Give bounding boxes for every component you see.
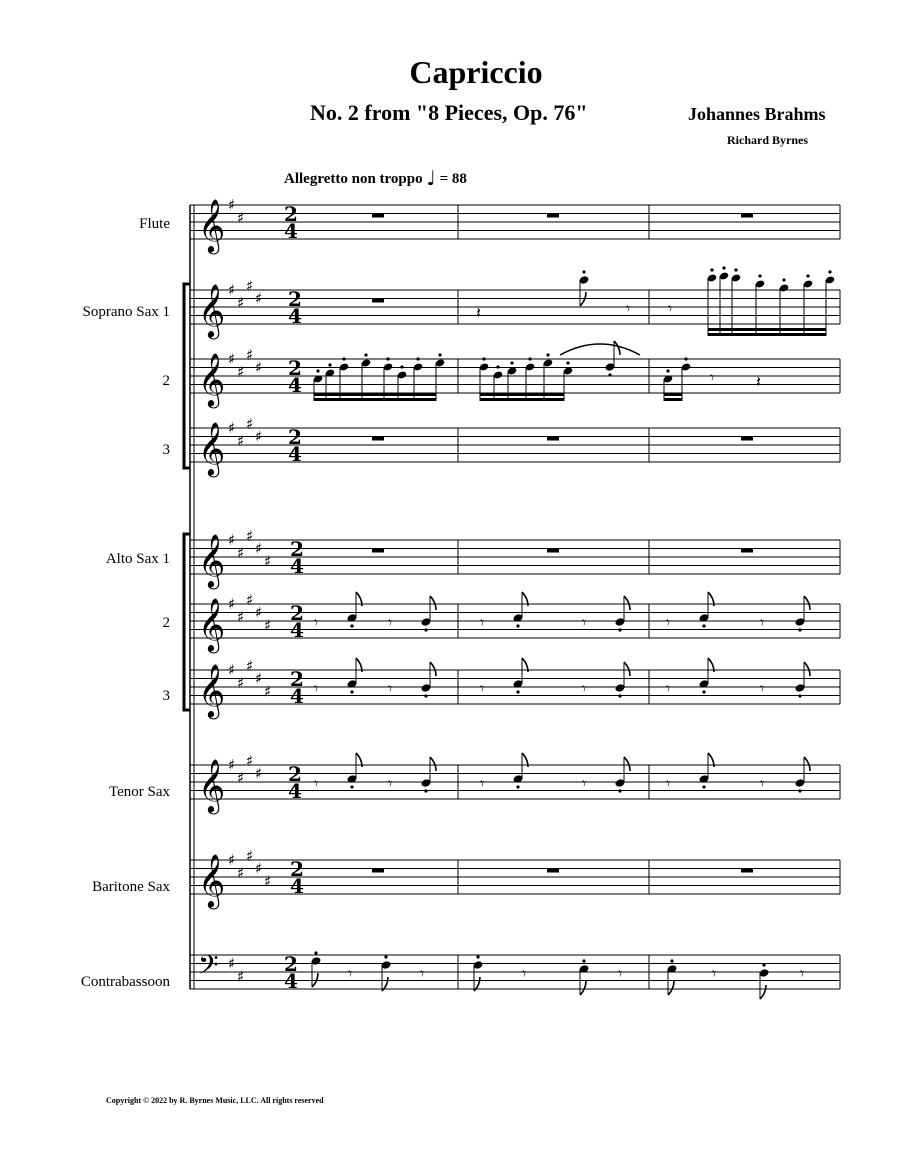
eighth-note — [699, 658, 714, 694]
time-signature-bottom: 4 — [290, 874, 304, 898]
treble-clef-icon: 𝄞 — [198, 352, 226, 406]
flag — [624, 662, 630, 676]
eighth-rest-icon: 𝄾 — [314, 774, 319, 793]
staccato-dot — [618, 789, 621, 792]
flag — [430, 662, 436, 676]
eighth-rest-icon: 𝄾 — [314, 613, 319, 632]
sharp-icon: ♯ — [228, 196, 236, 214]
sharp-icon: ♯ — [237, 293, 245, 312]
staccato-dot — [482, 357, 485, 360]
sharp-icon: ♯ — [237, 607, 245, 626]
staccato-dot — [350, 690, 353, 693]
flag — [580, 981, 586, 995]
whole-rest — [372, 214, 384, 218]
treble-clef-icon: 𝄞 — [198, 663, 226, 717]
eighth-note — [615, 662, 630, 698]
staccato-dot — [666, 369, 669, 372]
sharp-icon: ♯ — [246, 526, 254, 545]
staccato-dot — [582, 270, 585, 273]
flag — [624, 757, 630, 771]
eighth-rest-icon: 𝄾 — [388, 679, 393, 698]
beam — [708, 328, 827, 331]
sharp-icon: ♯ — [246, 590, 254, 609]
eighth-rest-icon: 𝄾 — [618, 964, 623, 983]
staccato-dot — [342, 357, 345, 360]
time-signature-top: 2 — [288, 287, 302, 311]
staccato-dot — [702, 624, 705, 627]
eighth-rest-icon: 𝄾 — [480, 613, 485, 632]
staccato-dot — [364, 353, 367, 356]
eighth-note — [795, 596, 810, 632]
staccato-dot — [424, 789, 427, 792]
sharp-icon: ♯ — [264, 682, 272, 701]
eighth-note — [311, 951, 322, 987]
eighth-note — [795, 757, 810, 793]
sharp-icon: ♯ — [228, 756, 236, 774]
sharp-icon: ♯ — [237, 768, 245, 787]
eighth-note — [473, 955, 484, 991]
staccato-dot — [566, 361, 569, 364]
sharp-icon: ♯ — [246, 751, 254, 770]
sharp-icon: ♯ — [264, 552, 272, 571]
quarter-rest-icon: 𝄽 — [476, 303, 481, 322]
eighth-note — [795, 662, 810, 698]
eighth-rest-icon: 𝄾 — [668, 299, 673, 318]
sharp-icon: ♯ — [228, 531, 236, 549]
flag — [804, 596, 810, 610]
staccato-dot — [424, 694, 427, 697]
sharp-icon: ♯ — [228, 851, 236, 869]
eighth-rest-icon: 𝄾 — [582, 679, 587, 698]
staccato-dot — [782, 278, 785, 281]
beam — [480, 393, 565, 396]
whole-rest — [741, 437, 753, 441]
staff-9 — [190, 860, 840, 894]
sharp-icon: ♯ — [246, 414, 254, 433]
time-signature-top: 2 — [288, 356, 302, 380]
staccato-dot — [328, 363, 331, 366]
staccato-dot — [476, 955, 479, 958]
sixteenth-group — [707, 266, 835, 336]
time-signature-top: 2 — [290, 667, 304, 691]
beam — [664, 393, 683, 396]
bass-clef-icon: 𝄢 — [198, 949, 219, 987]
whole-rest — [372, 299, 384, 303]
sharp-icon: ♯ — [255, 859, 263, 878]
whole-rest — [547, 214, 559, 218]
staff-label-tenor-sax: Tenor Sax — [108, 784, 170, 800]
staccato-dot — [684, 357, 687, 360]
time-signature-bottom: 4 — [288, 779, 302, 803]
staff-label-baritone-sax: Baritone Sax — [92, 879, 170, 895]
whole-rest — [372, 437, 384, 441]
staccato-dot — [798, 694, 801, 697]
copyright-notice: Copyright © 2022 by R. Byrnes Music, LLC. All rights reserved — [106, 1096, 324, 1105]
flag — [804, 662, 810, 676]
staff-5 — [190, 540, 840, 574]
staff-label-soprano-sax-2: 2 — [162, 373, 170, 389]
quarter-rest-icon: 𝄽 — [756, 372, 761, 391]
sharp-icon: ♯ — [246, 345, 254, 364]
eighth-note — [579, 270, 590, 306]
staff-label-soprano-sax-1: Soprano Sax 1 — [82, 304, 170, 320]
staccato-dot — [316, 369, 319, 372]
staccato-dot — [608, 373, 611, 376]
staccato-dot — [618, 628, 621, 631]
flag — [430, 596, 436, 610]
sharp-icon: ♯ — [255, 427, 263, 446]
arranger-name: Richard Byrnes — [727, 133, 808, 147]
eighth-rest-icon: 𝄾 — [666, 613, 671, 632]
eighth-note — [347, 592, 362, 628]
staccato-dot — [798, 789, 801, 792]
beam — [314, 398, 437, 401]
time-signature-bottom: 4 — [288, 442, 302, 466]
staccato-dot — [722, 266, 725, 269]
treble-clef-icon: 𝄞 — [198, 597, 226, 651]
time-signature-top: 2 — [290, 601, 304, 625]
flag — [760, 985, 766, 999]
flag — [624, 596, 630, 610]
eighth-note — [699, 592, 714, 628]
sharp-icon: ♯ — [237, 673, 245, 692]
sharp-icon: ♯ — [255, 358, 263, 377]
staff-label-alto-sax-3: 3 — [162, 688, 170, 704]
staccato-dot — [546, 353, 549, 356]
tempo-value: = 88 — [439, 171, 467, 187]
sharp-icon: ♯ — [255, 603, 263, 622]
staccato-dot — [400, 365, 403, 368]
eighth-rest-icon: 𝄾 — [522, 964, 527, 983]
sharp-icon: ♯ — [237, 431, 245, 450]
sixteenth-group — [479, 353, 573, 401]
eighth-rest-icon: 𝄾 — [800, 964, 805, 983]
time-signature-top: 2 — [284, 202, 298, 226]
staccato-dot — [350, 624, 353, 627]
time-signature-top: 2 — [290, 857, 304, 881]
eighth-note — [421, 757, 436, 793]
eighth-rest-icon: 𝄾 — [710, 368, 715, 387]
eighth-rest-icon: 𝄾 — [760, 613, 765, 632]
sixteenth-group — [663, 357, 691, 401]
staccato-dot — [702, 785, 705, 788]
staccato-dot — [702, 690, 705, 693]
whole-rest — [741, 549, 753, 553]
treble-clef-icon: 𝄞 — [198, 421, 226, 475]
eighth-rest-icon: 𝄾 — [348, 964, 353, 983]
whole-rest — [547, 437, 559, 441]
eighth-note — [699, 753, 714, 789]
staccato-dot — [670, 959, 673, 962]
eighth-note — [513, 592, 528, 628]
piece-subtitle: No. 2 from "8 Pieces, Op. 76" — [310, 100, 588, 125]
staff-label-alto-sax-2: 2 — [162, 615, 170, 631]
staccato-dot — [516, 690, 519, 693]
beam — [480, 398, 565, 401]
eighth-rest-icon: 𝄾 — [760, 774, 765, 793]
sharp-icon: ♯ — [255, 669, 263, 688]
staccato-dot — [528, 357, 531, 360]
staccato-dot — [828, 270, 831, 273]
staff-label-soprano-sax-3: 3 — [162, 442, 170, 458]
sharp-icon: ♯ — [228, 350, 236, 368]
whole-rest — [741, 214, 753, 218]
time-signature-top: 2 — [290, 537, 304, 561]
treble-clef-icon: 𝄞 — [198, 758, 226, 812]
sharp-icon: ♯ — [255, 289, 263, 308]
staccato-dot — [314, 951, 317, 954]
beam — [314, 393, 437, 396]
time-signature-bottom: 4 — [284, 219, 298, 243]
sharp-icon: ♯ — [255, 764, 263, 783]
eighth-rest-icon: 𝄾 — [582, 774, 587, 793]
whole-rest — [372, 549, 384, 553]
flag — [614, 341, 620, 355]
time-signature-top: 2 — [288, 762, 302, 786]
staff-label-flute: Flute — [139, 216, 170, 232]
eighth-rest-icon: 𝄾 — [760, 679, 765, 698]
sharp-icon: ♯ — [228, 954, 236, 973]
sharp-icon: ♯ — [264, 616, 272, 635]
time-signature-bottom: 4 — [290, 684, 304, 708]
sharp-icon: ♯ — [228, 419, 236, 437]
sharp-icon: ♯ — [237, 967, 245, 986]
eighth-rest-icon: 𝄾 — [388, 613, 393, 632]
time-signature-bottom: 4 — [290, 554, 304, 578]
eighth-note — [759, 963, 770, 999]
sharp-icon: ♯ — [246, 846, 254, 865]
eighth-note — [667, 959, 678, 995]
staccato-dot — [516, 785, 519, 788]
eighth-rest-icon: 𝄾 — [582, 613, 587, 632]
sharp-icon: ♯ — [255, 539, 263, 558]
time-signature-top: 2 — [288, 425, 302, 449]
treble-clef-icon: 𝄞 — [198, 198, 226, 252]
sharp-icon: ♯ — [228, 661, 236, 679]
staccato-dot — [582, 959, 585, 962]
eighth-note — [513, 658, 528, 694]
piece-title: Capriccio — [409, 54, 543, 90]
time-signature-top: 2 — [284, 952, 298, 976]
sharp-icon: ♯ — [228, 281, 236, 299]
staff-label-contrabassoon: Contrabassoon — [80, 974, 170, 990]
alto-bracket — [184, 534, 190, 710]
eighth-rest-icon: 𝄾 — [712, 964, 717, 983]
staccato-dot — [710, 268, 713, 271]
sharp-icon: ♯ — [246, 656, 254, 675]
eighth-note — [421, 662, 436, 698]
eighth-rest-icon: 𝄾 — [480, 679, 485, 698]
time-signature-bottom: 4 — [288, 373, 302, 397]
eighth-note — [421, 596, 436, 632]
eighth-note — [615, 596, 630, 632]
whole-rest — [372, 869, 384, 873]
sharp-icon: ♯ — [237, 543, 245, 562]
staff-label-alto-sax-1: Alto Sax 1 — [105, 551, 170, 567]
eighth-rest-icon: 𝄾 — [626, 299, 631, 318]
staccato-dot — [438, 353, 441, 356]
whole-rest — [741, 869, 753, 873]
eighth-note — [579, 959, 590, 995]
eighth-note — [381, 955, 392, 991]
staccato-dot — [798, 628, 801, 631]
sixteenth-group — [313, 353, 445, 401]
treble-clef-icon: 𝄞 — [198, 533, 226, 587]
sharp-icon: ♯ — [237, 863, 245, 882]
staccato-dot — [734, 268, 737, 271]
eighth-rest-icon: 𝄾 — [388, 774, 393, 793]
sharp-icon: ♯ — [228, 595, 236, 613]
time-signature-bottom: 4 — [288, 304, 302, 328]
flag — [804, 757, 810, 771]
treble-clef-icon: 𝄞 — [198, 853, 226, 907]
staccato-dot — [416, 357, 419, 360]
staccato-dot — [384, 955, 387, 958]
staccato-dot — [806, 274, 809, 277]
staccato-dot — [510, 361, 513, 364]
eighth-note — [347, 753, 362, 789]
eighth-rest-icon: 𝄾 — [314, 679, 319, 698]
time-signature-bottom: 4 — [284, 969, 298, 993]
staccato-dot — [516, 624, 519, 627]
eighth-note — [513, 753, 528, 789]
sharp-icon: ♯ — [264, 872, 272, 891]
eighth-rest-icon: 𝄾 — [480, 774, 485, 793]
flag — [430, 757, 436, 771]
quarter-note-icon: ♩ — [426, 166, 436, 190]
treble-clef-icon: 𝄞 — [198, 283, 226, 337]
sharp-icon: ♯ — [237, 208, 245, 227]
eighth-rest-icon: 𝄾 — [420, 964, 425, 983]
eighth-rest-icon: 𝄾 — [666, 774, 671, 793]
eighth-rest-icon: 𝄾 — [666, 679, 671, 698]
staccato-dot — [350, 785, 353, 788]
sharp-icon: ♯ — [246, 276, 254, 295]
staccato-dot — [496, 365, 499, 368]
slur — [560, 344, 640, 355]
time-signature-bottom: 4 — [290, 618, 304, 642]
whole-rest — [547, 869, 559, 873]
beam — [708, 333, 827, 336]
beam — [664, 398, 683, 401]
eighth-note — [615, 757, 630, 793]
flag — [668, 981, 674, 995]
eighth-note — [347, 658, 362, 694]
soprano-bracket — [184, 284, 190, 468]
whole-rest — [547, 549, 559, 553]
staccato-dot — [758, 274, 761, 277]
staccato-dot — [386, 357, 389, 360]
staccato-dot — [618, 694, 621, 697]
composer-name: Johannes Brahms — [688, 104, 826, 124]
staccato-dot — [424, 628, 427, 631]
staccato-dot — [762, 963, 765, 966]
sharp-icon: ♯ — [237, 362, 245, 381]
tempo-text: Allegretto non troppo — [284, 171, 423, 187]
